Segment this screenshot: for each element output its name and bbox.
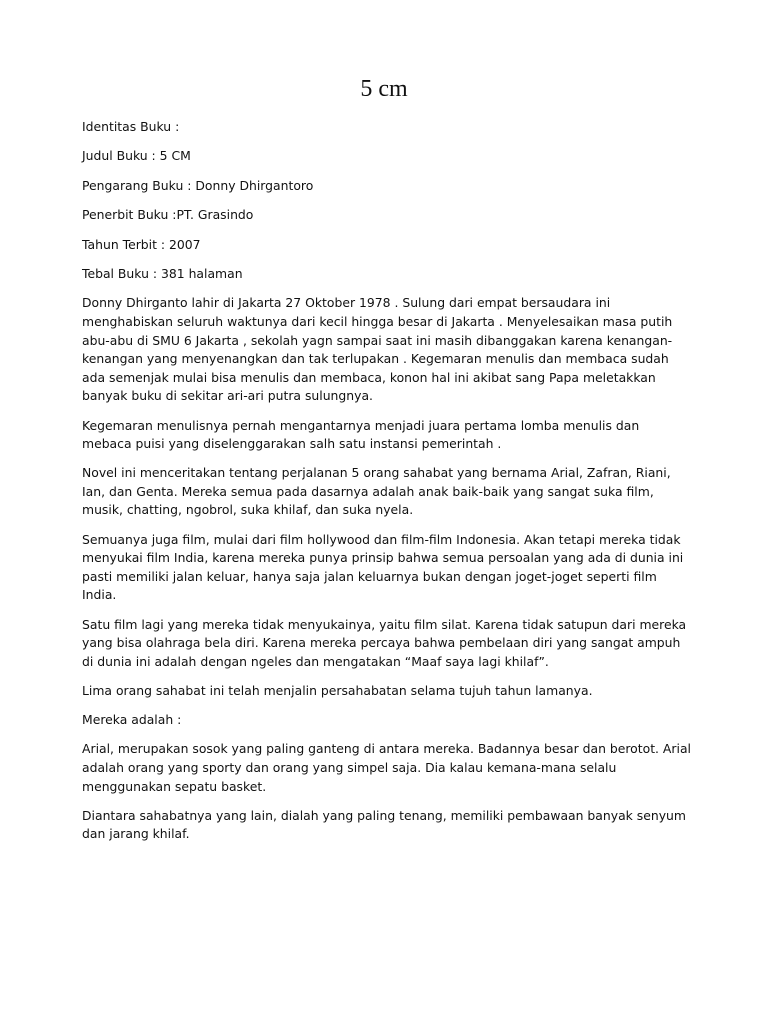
identity-penerbit: Penerbit Buku :PT. Grasindo [82, 207, 254, 223]
document-body [82, 118, 692, 855]
paragraph-novel-summary: Novel ini menceritakan tentang perjalanan 5 orang sahabat yang bernama Arial, Zafran, Riani, Ian, dan Genta. Mereka semua pada dasarnya adalah anak baik-baik yang sangat suka film, musik, chatting, ngobrol, suka khilaf, dan suka nyela. [82, 465, 671, 518]
identity-tebal: Tebal Buku : 381 halaman [82, 265, 243, 281]
paragraph-films: Semuanya juga film, mulai dari film hollywood dan film-film Indonesia. Akan tetapi mereka tidak menyukai film India, karena mereka punya prinsip bahwa semua persoalan yang ada di dunia ini pasti memiliki jalan keluar, hanya saja jalan keluarnya bukan dengan joget-joget seperti film India. [82, 531, 684, 603]
paragraph-arial-2: Diantara sahabatnya yang lain, dialah yang paling tenang, memiliki pembawaan banyak senyum dan jarang khilaf. [82, 807, 686, 842]
identity-tahun: Tahun Terbit : 2007 [82, 236, 201, 252]
identity-heading: Identitas Buku : [82, 119, 180, 134]
identity-judul: Judul Buku : 5 CM [82, 148, 191, 164]
identity-pengarang: Pengarang Buku : Donny Dhirgantoro [82, 177, 314, 193]
document-title: 5 cm [360, 76, 408, 102]
paragraph-author-bio: Donny Dhirganto lahir di Jakarta 27 Oktober 1978 . Sulung dari empat bersaudara ini menghabiskan seluruh waktunya dari kecil hingga besar di Jakarta . Menyelesaikan masa putih abu-abu di SMU 6 Jakarta , sekolah yagn sampai saat ini masih dibanggakan karena kenangan-kenangan yang menyenangkan dan tak terlupakan . Kegemaran menulis dan membaca sudah ada semenjak mulai bisa menulis dan membaca, konon hal ini akibat sang Papa meletakkan banyak buku di sekitar ari-ari putra sulungnya. [82, 295, 673, 404]
paragraph-arial: Arial, merupakan sosok yang paling ganteng di antara mereka. Badannya besar dan berotot. Arial adalah orang yang sporty dan orang yang simpel saja. Dia kalau kemana-mana selalu menggunakan sepatu basket. [82, 741, 691, 794]
paragraph-friendship: Lima orang sahabat ini telah menjalin persahabatan selama tujuh tahun lamanya. [82, 683, 593, 698]
paragraph-author-achievement: Kegemaran menulisnya pernah mengantarnya menjadi juara pertama lomba menulis dan mebaca puisi yang diselenggarakan salh satu instansi pemerintah . [82, 417, 640, 452]
paragraph-mereka-adalah: Mereka adalah : [82, 712, 182, 728]
paragraph-silat: Satu film lagi yang mereka tidak menyukainya, yaitu film silat. Karena tidak satupun dari mereka yang bisa olahraga bela diri. Karena mereka percaya bahwa pembelaan diri yang sangat ampuh di dunia ini adalah dengan ngeles dan mengatakan “Maaf saya lagi khilaf”. [82, 616, 687, 669]
